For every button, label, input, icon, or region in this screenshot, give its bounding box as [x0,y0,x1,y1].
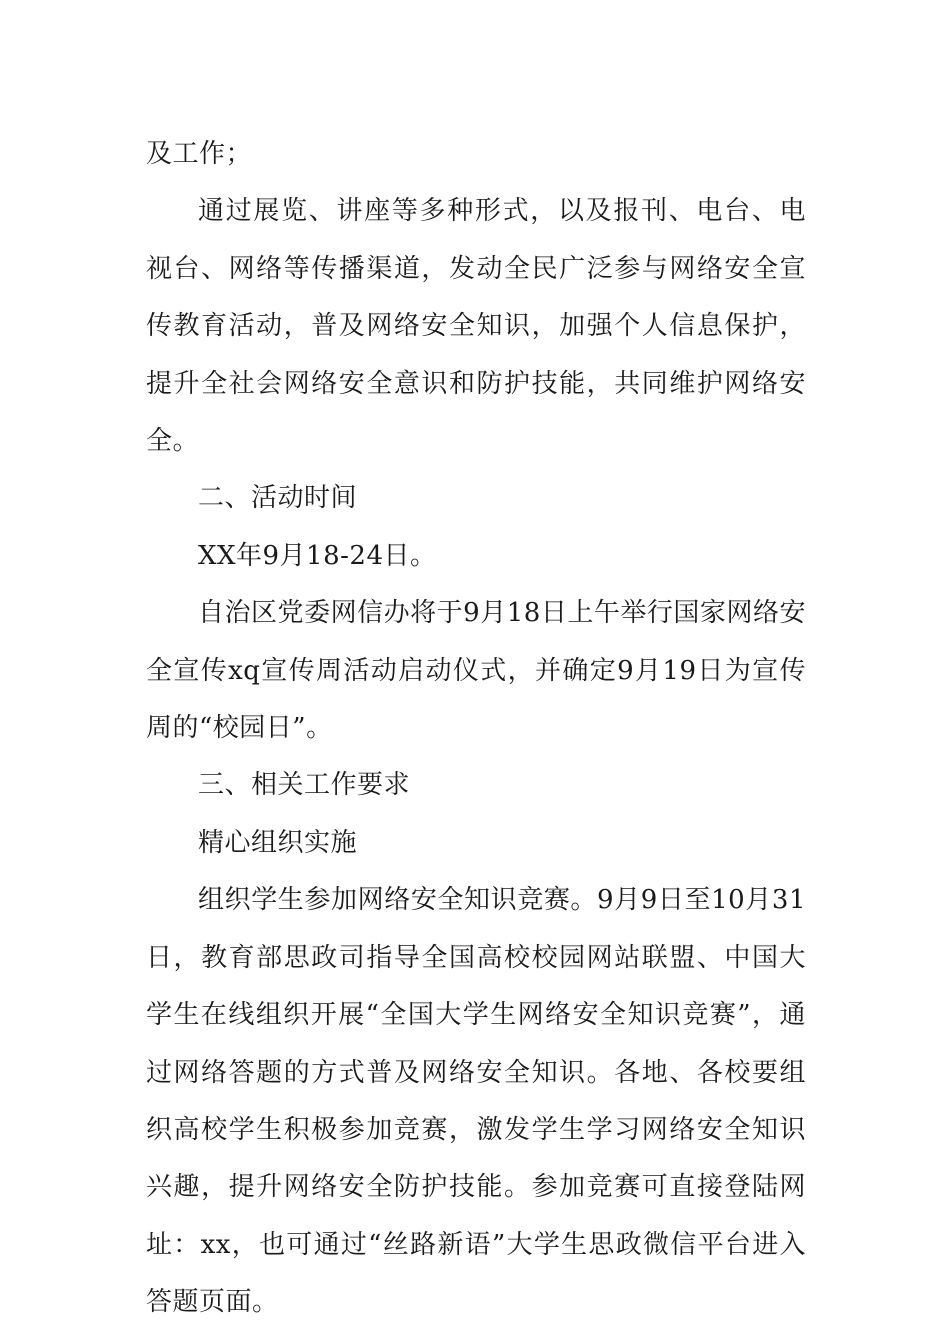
subheading-organize-implementation: 精心组织实施 [198,827,358,858]
paragraph-activity-dates: XX年9月18-24日。 [198,540,437,571]
paragraph-publicity-forms: 通过展览、讲座等多种形式，以及报刊、电台、电视台、网络等传播渠道，发动全民广泛参与网络安全宣传教育活动，普及网络安全知识，加强个人信息保护，提升全社会网络安全意识和防护技能，共同维护网络安全。 [146,196,806,457]
paragraph-continuation: 及工作； [146,139,253,169]
paragraph-launch-ceremony: 自治区党委网信办将于9月18日上午举行国家网络安全宣传xq宣传周活动启动仪式，并确定9月19日为宣传周的“校园日”。 [146,598,806,744]
section-heading-work-requirements: 三、相关工作要求 [198,770,411,801]
paragraph-knowledge-contest: 组织学生参加网络安全知识竞赛。9月9日至10月31日，教育部思政司指导全国高校校园网站联盟、中国大学生在线组织开展“全国大学生网络安全知识竞赛”，通过网络答题的方式普及网络安全知识。各地、各校要组织高校学生积极参加竞赛，激发学生学习网络安全知识兴趣，提升网络安全防护技能。参加竞赛可直接登陆网址：xx，也可通过“丝路新语”大学生思政微信平台进入答题页面。 [146,885,806,1318]
section-heading-activity-time: 二、活动时间 [198,483,358,514]
document-body [146,126,806,1332]
